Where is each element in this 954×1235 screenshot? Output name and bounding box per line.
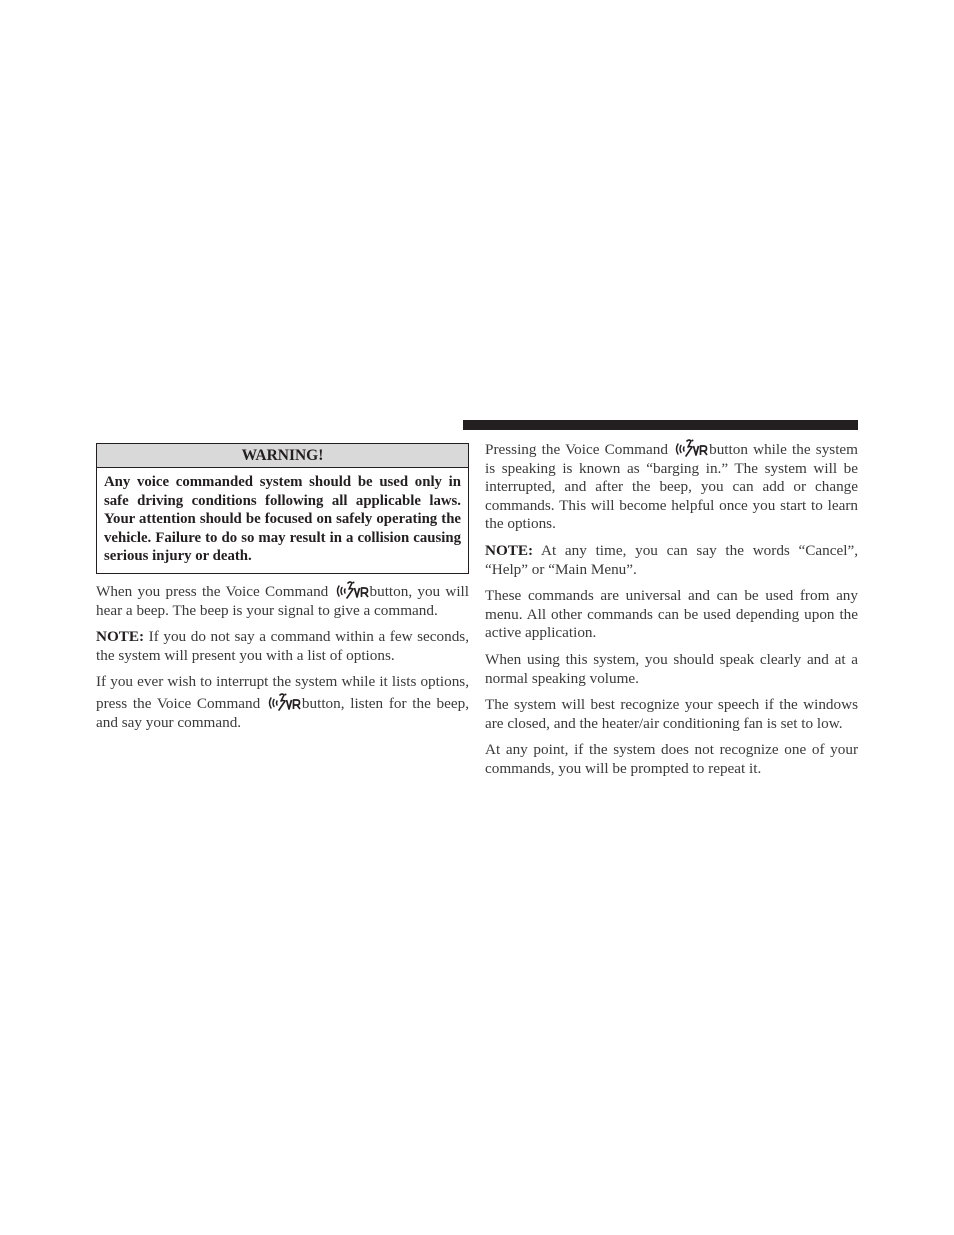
left-column	[96, 443, 469, 740]
warning-title: WARNING!	[97, 444, 468, 468]
voice-command-icon	[266, 692, 302, 712]
paragraph-press-button: When you press the Voice Command button, you will hear a beep. The beep is your signal to give a command.	[96, 580, 469, 620]
paragraph-universal-commands: These commands are universal and can be used from any menu. All other commands can be used depending upon the active application.	[485, 587, 858, 642]
warning-box	[96, 443, 469, 574]
paragraph-repeat: At any point, if the system does not recognize one of your commands, you will be prompted to repeat it.	[485, 741, 858, 777]
warning-body: Any voice commanded system should be used only in safe driving conditions following all applicable laws. Your attention should be focused on safely operating the vehicle. Failure to do so may result in a collision causing serious injury or death.	[104, 474, 461, 565]
paragraph-windows-closed: The system will best recognize your speech if the windows are closed, and the heater/air conditioning fan is set to low.	[485, 696, 858, 732]
header-rule	[463, 420, 858, 430]
paragraph-interrupt: If you ever wish to interrupt the system while it lists options, press the Voice Command button, listen for the beep, and say your command.	[96, 673, 470, 731]
voice-command-icon	[673, 438, 709, 458]
note-label: NOTE:	[96, 628, 145, 646]
paragraph-note-cancel: NOTE: At any time, you can say the words “Cancel”, “Help” or “Main Menu”.	[485, 541, 858, 578]
note-label: NOTE:	[485, 541, 534, 559]
paragraph-speak-clearly: When using this system, you should speak clearly and at a normal speaking volume.	[485, 650, 858, 687]
voice-command-icon	[334, 580, 370, 600]
paragraph-barging-in: Pressing the Voice Command button while the system is speaking is known as “barging in.” The system will be interrupted, and after the beep, you can add or change commands. This will become helpful once you start to learn the options.	[485, 438, 858, 534]
paragraph-note-timeout: NOTE: If you do not say a command within a few seconds, the system will present you with a list of options.	[96, 628, 469, 664]
right-column	[485, 438, 858, 787]
